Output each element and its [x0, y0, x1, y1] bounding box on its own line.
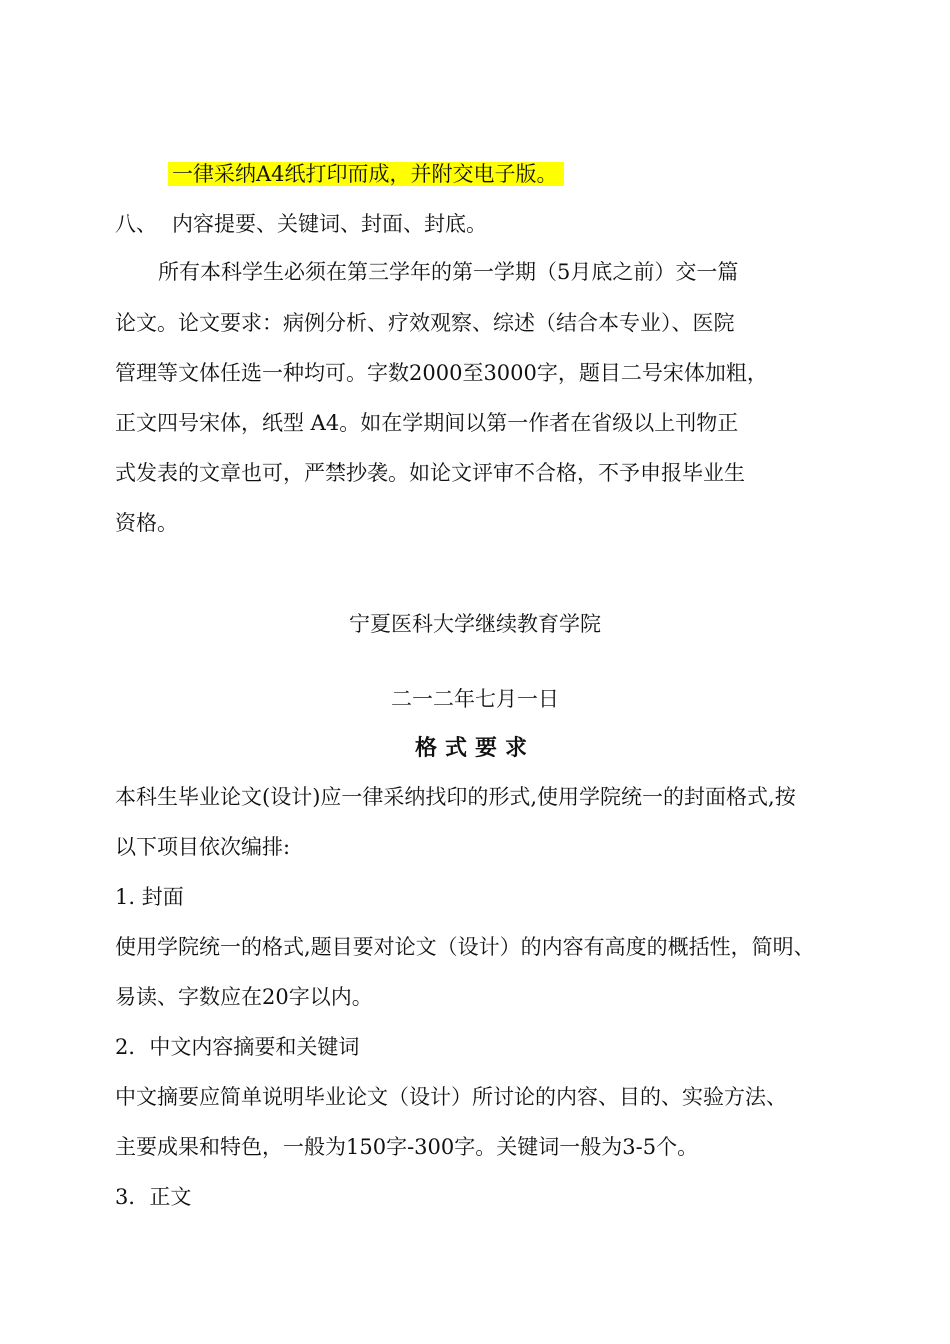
- section-8-number: 八、: [115, 212, 157, 236]
- item-1-line: 使用学院统一的格式,题目要对论文（设计）的内容有高度的概括性，简明、: [115, 935, 815, 959]
- item-3-heading: 3．正文: [115, 1185, 192, 1209]
- paragraph-line: 资格。: [115, 511, 178, 535]
- item-2-line: 中文摘要应简单说明毕业论文（设计）所讨论的内容、目的、实验方法、: [115, 1085, 787, 1109]
- paragraph-line: 所有本科学生必须在第三学年的第一学期（5月底之前）交一篇: [158, 260, 739, 284]
- highlight-text: 一律采纳A4纸打印而成，并附交电子版。: [168, 162, 564, 186]
- paragraph-line: 论文。论文要求：病例分析、疗效观察、综述（结合本专业）、医院: [115, 311, 735, 335]
- item-1-line: 易读、字数应在20字以内。: [115, 985, 373, 1009]
- item-1-heading: 1. 封面: [115, 885, 184, 909]
- paragraph-line: 正文四号宋体，纸型 A4。如在学期间以第一作者在省级以上刊物正: [115, 411, 739, 435]
- format-title: 格式要求: [414, 735, 535, 761]
- document-date: 二一二年七月一日: [391, 687, 559, 711]
- item-2-heading: 2．中文内容摘要和关键词: [115, 1035, 360, 1059]
- intro-line: 以下项目依次编排:: [115, 835, 291, 859]
- paragraph-line: 式发表的文章也可，严禁抄袭。如论文评审不合格，不予申报毕业生: [115, 461, 745, 485]
- highlighted-line: [168, 160, 564, 188]
- paragraph-line: 管理等文体任选一种均可。字数2000至3000字，题目二号宋体加粗，: [115, 361, 768, 385]
- intro-line: 本科生毕业论文(设计)应一律采纳找印的形式,使用学院统一的封面格式,按: [115, 785, 796, 809]
- institution-name: 宁夏医科大学继续教育学院: [349, 612, 601, 636]
- item-2-line: 主要成果和特色，一般为150字-300字。关键词一般为3-5个。: [115, 1135, 699, 1159]
- section-8-heading: 内容提要、关键词、封面、封底。: [172, 212, 487, 236]
